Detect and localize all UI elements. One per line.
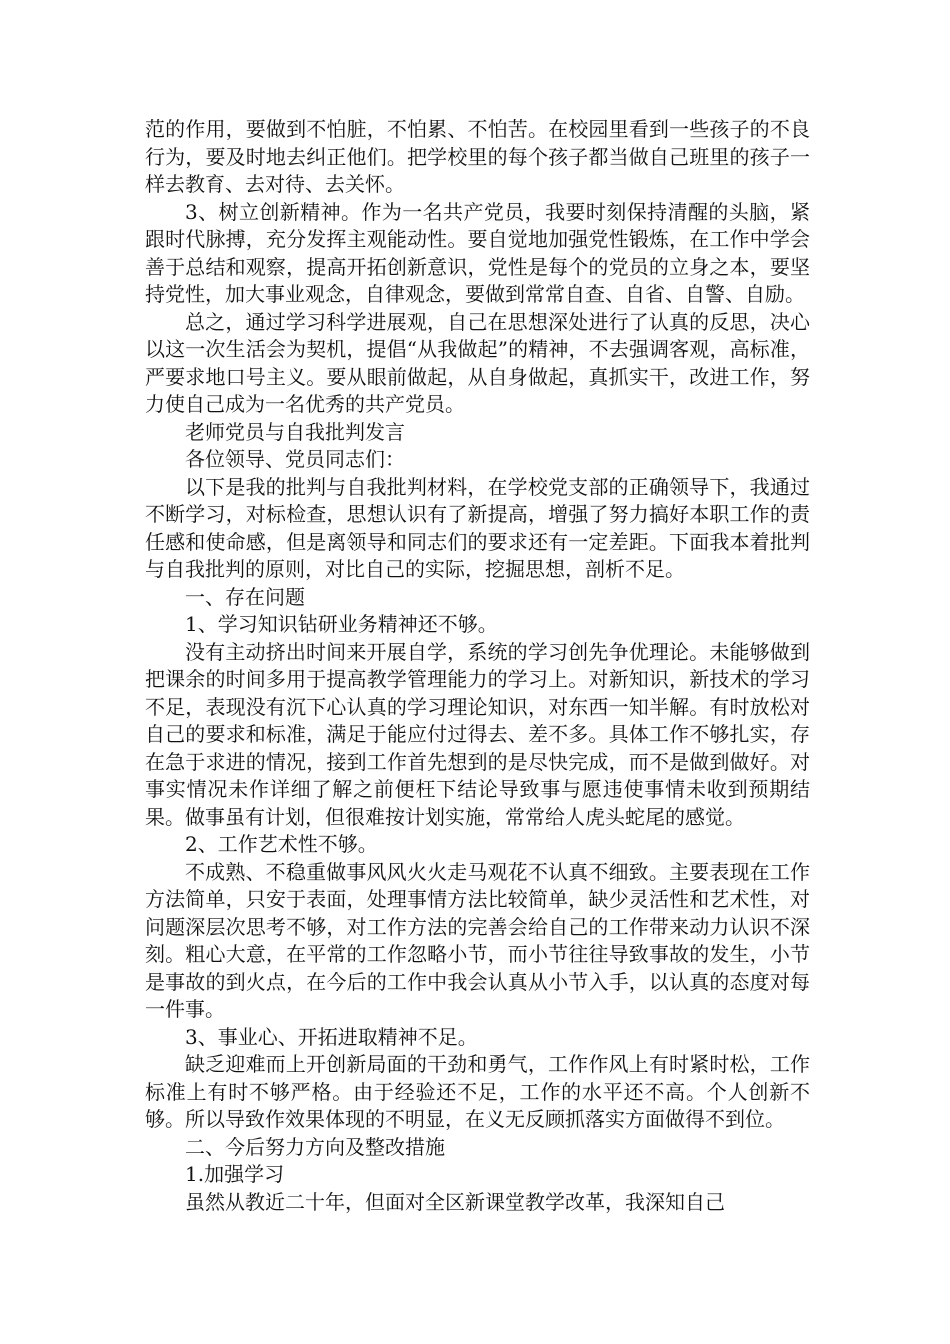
subheading: 2、工作艺术性不够。 <box>185 832 378 856</box>
paragraph: 缺乏迎难而上开创新局面的干劲和勇气，工作作风上有时紧时松，工作标准上有时不够严格。由于经验还不足，工作的水平还不高。个人创新不够。所以导致作效果体现的不明显，在义无反顾抓落实方面做得不到位。 <box>145 1052 810 1131</box>
salutation: 各位领导、党员同志们： <box>185 447 405 471</box>
section-title: 老师党员与自我批判发言 <box>185 419 405 444</box>
document-body <box>145 116 810 1216</box>
paragraph: 总之，通过学习科学进展观，自己在思想深处进行了认真的反思，决心以这一次生活会为契机，提倡“从我做起”的精神，不去强调客观，高标准，严要求地口号主义。要从眼前做起，从自身做起，真抓实干，改进工作，努力使自己成为一名优秀的共产党员。 <box>145 309 810 416</box>
paragraph: 没有主动挤出时间来开展自学，系统的学习创先争优理论。未能够做到把课余的时间多用于提高教学管理能力的学习上。对新知识，新技术的学习不足，表现没有沉下心认真的学习理论知识，对东西一知半解。有时放松对自己的要求和标准，满足于能应付过得去、差不多。具体工作不够扎实，存在急于求进的情况，接到工作首先想到的是尽快完成，而不是做到做好。对事实情况未作详细了解之前便枉下结论导致事与愿违使事情未收到预期结果。做事虽有计划，但很难按计划实施，常常给人虎头蛇尾的感觉。 <box>145 639 810 829</box>
paragraph: 不成熟、不稳重做事风风火火走马观花不认真不细致。主要表现在工作方法简单，只安于表面，处理事情方法比较简单，缺少灵活性和艺术性，对问题深层次思考不够，对工作方法的完善会给自己的工作带来动力认识不深刻。粗心大意，在平常的工作忽略小节，而小节往往导致事故的发生，小节是事故的到火点，在今后的工作中我会认真从小节入手，以认真的态度对每一件事。 <box>145 859 810 1021</box>
paragraph: 3、树立创新精神。作为一名共产党员，我要时刻保持清醒的头脑，紧跟时代脉搏，充分发挥主观能动性。要自觉地加强党性锻炼，在工作中学会善于总结和观察，提高开拓创新意识，党性是每个的党员的立身之本，要坚持党性，加大事业观念，自律观念，要做到常常自查、自省、自警、自励。 <box>145 199 810 306</box>
subheading: 1.加强学习 <box>185 1162 285 1186</box>
paragraph: 范的作用，要做到不怕脏，不怕累、不怕苦。在校园里看到一些孩子的不良行为，要及时地去纠正他们。把学校里的每个孩子都当做自己班里的孩子一样去教育、去对待、去关怀。 <box>145 117 810 196</box>
paragraph: 虽然从教近二十年，但面对全区新课堂教学改革，我深知自己 <box>185 1189 725 1214</box>
heading: 二、今后努力方向及整改措施 <box>185 1134 445 1159</box>
heading: 一、存在问题 <box>185 584 305 609</box>
paragraph: 以下是我的批判与自我批判材料，在学校党支部的正确领导下，我通过不断学习，对标检查，思想认识有了新提高，增强了努力搞好本职工作的责任感和使命感，但是离领导和同志们的要求还有一定差距。下面我本着批判与自我批判的原则，对比自己的实际，挖掘思想，剖析不足。 <box>145 474 810 581</box>
subheading: 3、事业心、开拓进取精神不足。 <box>185 1024 478 1049</box>
subheading: 1、学习知识钻研业务精神还不够。 <box>185 612 498 636</box>
